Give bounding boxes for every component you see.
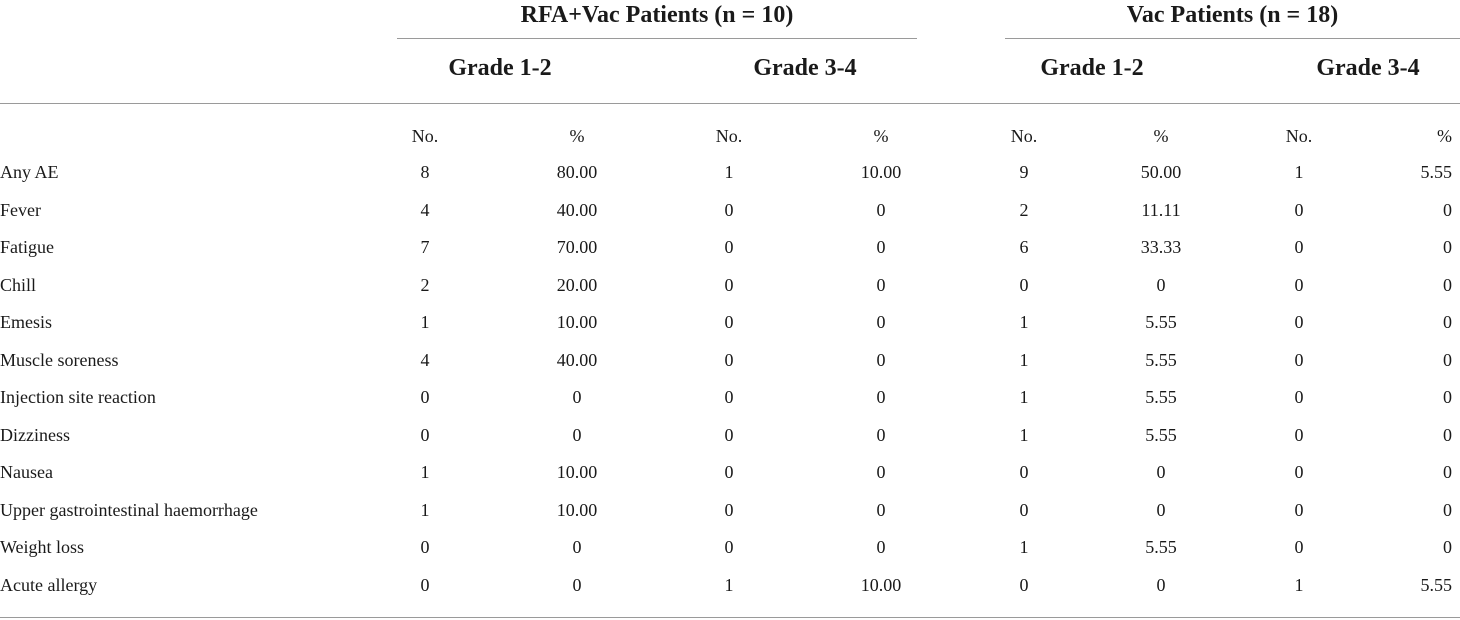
table-cell: 10.00 [556, 312, 598, 332]
group-title-vac: Vac Patients (n = 18) [1126, 2, 1339, 28]
table-cell: 1 [420, 462, 430, 482]
table-cell: 0 [724, 199, 734, 220]
table-cell: 1 [1019, 537, 1029, 557]
bottom-rule [0, 617, 1460, 618]
table-cell: 0 [1443, 537, 1452, 557]
table-cell: 0 [724, 499, 734, 520]
table-cell: 80.00 [556, 162, 598, 182]
row-label: Chill [0, 274, 37, 295]
table-cell: 0 [724, 312, 734, 332]
table-cell: 1 [420, 312, 430, 332]
table-cell: 10.00 [556, 499, 598, 520]
column-subheader: % [1437, 126, 1452, 146]
table-cell: 0 [1294, 424, 1304, 445]
row-label: Fatigue [0, 237, 54, 257]
table-cell: 5.55 [1145, 424, 1177, 445]
table-cell: 0 [1156, 574, 1166, 595]
table-cell: 0 [420, 387, 430, 407]
table-cell: 0 [1294, 387, 1304, 407]
column-subheader: No. [715, 126, 743, 146]
row-label: Dizziness [0, 424, 70, 445]
table-cell: 0 [1019, 274, 1029, 295]
table-cell: 0 [1294, 312, 1304, 332]
table-cell: 0 [1443, 349, 1452, 370]
table-cell: 6 [1019, 237, 1029, 257]
table-cell: 0 [572, 574, 582, 595]
table-cell: 0 [1294, 499, 1304, 520]
row-label: Injection site reaction [0, 387, 156, 407]
table-cell: 0 [876, 237, 886, 257]
table-cell: 5.55 [1145, 312, 1177, 332]
table-cell: 0 [876, 349, 886, 370]
table-cell: 0 [876, 312, 886, 332]
grade-heading: Grade 3-4 [1316, 55, 1420, 81]
table-cell: 0 [1156, 274, 1166, 295]
table-cell: 0 [876, 499, 886, 520]
row-label: Nausea [0, 462, 53, 482]
table-cell: 50.00 [1140, 162, 1182, 182]
table-cell: 9 [1019, 162, 1029, 182]
table-cell: 4 [420, 199, 430, 220]
grade-heading: Grade 1-2 [448, 55, 552, 81]
table-cell: 0 [1294, 462, 1304, 482]
group-rule-vac [1005, 38, 1460, 39]
row-label: Upper gastrointestinal haemorrhage [0, 499, 258, 520]
column-subheader: No. [1285, 126, 1313, 146]
row-label: Any AE [0, 162, 59, 182]
table-cell: 40.00 [556, 349, 598, 370]
table-cell: 0 [1019, 574, 1029, 595]
table-cell: 5.55 [1420, 162, 1452, 182]
group-rule-rfa-vac [397, 38, 917, 39]
table-cell: 5.55 [1145, 387, 1177, 407]
table-cell: 2 [1019, 199, 1029, 220]
table-cell: 0 [1443, 237, 1452, 257]
table-cell: 0 [1019, 499, 1029, 520]
column-subheader: No. [411, 126, 439, 146]
table-cell: 0 [724, 537, 734, 557]
column-subheader: No. [1010, 126, 1038, 146]
table-cell: 0 [724, 462, 734, 482]
table-cell: 8 [420, 162, 430, 182]
grade-heading: Grade 1-2 [1040, 55, 1144, 81]
table-cell: 4 [420, 349, 430, 370]
table-cell: 0 [1443, 424, 1452, 445]
table-cell: 2 [420, 274, 430, 295]
table-cell: 10.00 [556, 462, 598, 482]
table-cell: 0 [572, 424, 582, 445]
row-label: Fever [0, 199, 41, 220]
header-rule [0, 103, 1460, 104]
table-cell: 1 [1019, 387, 1029, 407]
table-cell: 0 [1294, 349, 1304, 370]
table-cell: 10.00 [860, 574, 902, 595]
table-cell: 0 [1294, 537, 1304, 557]
table-cell: 11.11 [1141, 199, 1181, 220]
table-cell: 0 [1294, 237, 1304, 257]
table-cell: 1 [1019, 312, 1029, 332]
table-cell: 0 [1443, 312, 1452, 332]
table-cell: 0 [1443, 499, 1452, 520]
table-cell: 0 [1156, 462, 1166, 482]
table-cell: 0 [1294, 199, 1304, 220]
table-cell: 0 [724, 424, 734, 445]
column-subheader: % [569, 126, 585, 146]
table-cell: 0 [876, 274, 886, 295]
table-cell: 1 [1019, 424, 1029, 445]
table-cell: 7 [420, 237, 430, 257]
table-cell: 40.00 [556, 199, 598, 220]
table-cell: 0 [724, 387, 734, 407]
table-cell: 70.00 [556, 237, 598, 257]
table-cell: 33.33 [1140, 237, 1182, 257]
table-cell: 0 [876, 424, 886, 445]
table-cell: 0 [876, 462, 886, 482]
table-cell: 10.00 [860, 162, 902, 182]
table-cell: 0 [1443, 462, 1452, 482]
column-subheader: % [873, 126, 889, 146]
table-cell: 0 [1294, 274, 1304, 295]
table-cell: 0 [724, 349, 734, 370]
table-cell: 0 [876, 199, 886, 220]
table-cell: 0 [420, 537, 430, 557]
table-cell: 0 [1443, 387, 1452, 407]
table-cell: 0 [724, 274, 734, 295]
row-label: Emesis [0, 312, 52, 332]
table-cell: 0 [1443, 199, 1452, 220]
row-label: Weight loss [0, 537, 85, 557]
table-cell: 0 [1156, 499, 1166, 520]
table-cell: 1 [1294, 162, 1304, 182]
table-cell: 1 [1019, 349, 1029, 370]
column-subheader: % [1153, 126, 1169, 146]
table-cell: 5.55 [1145, 349, 1177, 370]
table-cell: 1 [724, 574, 734, 595]
table-cell: 0 [876, 387, 886, 407]
table-cell: 0 [724, 237, 734, 257]
group-title-rfa-vac: RFA+Vac Patients (n = 10) [520, 2, 794, 28]
table-cell: 0 [572, 537, 582, 557]
table-cell: 0 [876, 537, 886, 557]
table-cell: 20.00 [556, 274, 598, 295]
table-cell: 1 [1294, 574, 1304, 595]
table-cell: 5.55 [1420, 574, 1452, 595]
table-cell: 0 [420, 574, 430, 595]
grade-heading: Grade 3-4 [753, 55, 857, 81]
table-cell: 1 [724, 162, 734, 182]
table-cell: 0 [420, 424, 430, 445]
table-cell: 0 [1019, 462, 1029, 482]
row-label: Acute allergy [0, 574, 98, 595]
row-label: Muscle soreness [0, 349, 119, 370]
table-cell: 0 [1443, 274, 1452, 295]
table-cell: 0 [572, 387, 582, 407]
table-cell: 1 [420, 499, 430, 520]
table-cell: 5.55 [1145, 537, 1177, 557]
